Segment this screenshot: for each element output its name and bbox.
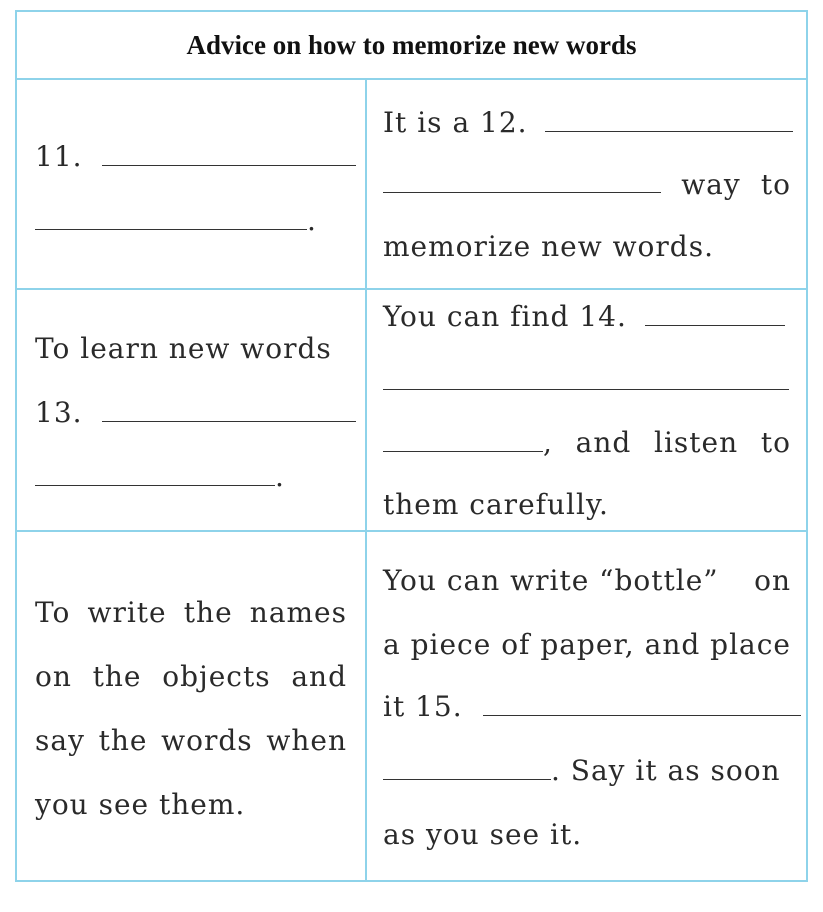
answer-blank-13b[interactable]: [35, 484, 275, 486]
item-prefix: It is a 12.: [383, 106, 528, 139]
item-prefix: it 15.: [383, 690, 463, 723]
word-way: way: [681, 168, 741, 201]
word: listen: [654, 426, 739, 459]
column-divider: [365, 80, 367, 882]
word-to: to: [760, 168, 791, 201]
word: on: [754, 564, 791, 597]
word: when: [266, 724, 347, 757]
word: words: [161, 724, 253, 757]
word: objects: [162, 660, 271, 693]
answer-blank-14a[interactable]: [645, 324, 785, 326]
cell-text: . Say it as soon: [551, 754, 781, 787]
answer-blank-12b[interactable]: [383, 191, 661, 193]
cell-text: as you see it.: [383, 818, 583, 851]
item-prefix: You can find 14.: [383, 300, 627, 333]
comma: ,: [543, 426, 553, 459]
word: To: [35, 596, 71, 629]
word: say: [35, 724, 85, 757]
cell-text: memorize new words.: [383, 230, 714, 263]
answer-blank-15b[interactable]: [383, 778, 551, 780]
word: the: [183, 596, 233, 629]
answer-blank-14b[interactable]: [383, 388, 789, 390]
answer-blank-11a[interactable]: [102, 164, 356, 166]
period: .: [275, 460, 285, 493]
word: write: [87, 596, 167, 629]
row-divider: [17, 288, 806, 290]
advice-table: [15, 10, 808, 882]
cell-text: To learn new words: [35, 332, 332, 365]
word: the: [98, 724, 148, 757]
word: and: [575, 426, 632, 459]
period: .: [307, 204, 317, 237]
cell-text: and place: [644, 628, 791, 661]
cell-text: them carefully.: [383, 488, 609, 521]
answer-blank-11b[interactable]: [35, 228, 307, 230]
answer-blank-12a[interactable]: [545, 130, 793, 132]
answer-blank-13a[interactable]: [102, 420, 356, 422]
answer-blank-15a[interactable]: [483, 714, 801, 716]
word: to: [760, 426, 791, 459]
item-number: 13.: [35, 396, 83, 429]
word: and: [291, 660, 347, 693]
row-divider: [17, 530, 806, 532]
word: names: [249, 596, 347, 629]
table-title: Advice on how to memorize new words: [17, 12, 806, 80]
cell-text: a piece of paper,: [383, 628, 635, 661]
word: the: [92, 660, 142, 693]
word: on: [35, 660, 72, 693]
item-number: 11.: [35, 140, 83, 173]
cell-text: you see them.: [35, 788, 246, 821]
cell-text: You can write “bottle”: [383, 564, 719, 597]
answer-blank-14c[interactable]: [383, 450, 543, 452]
